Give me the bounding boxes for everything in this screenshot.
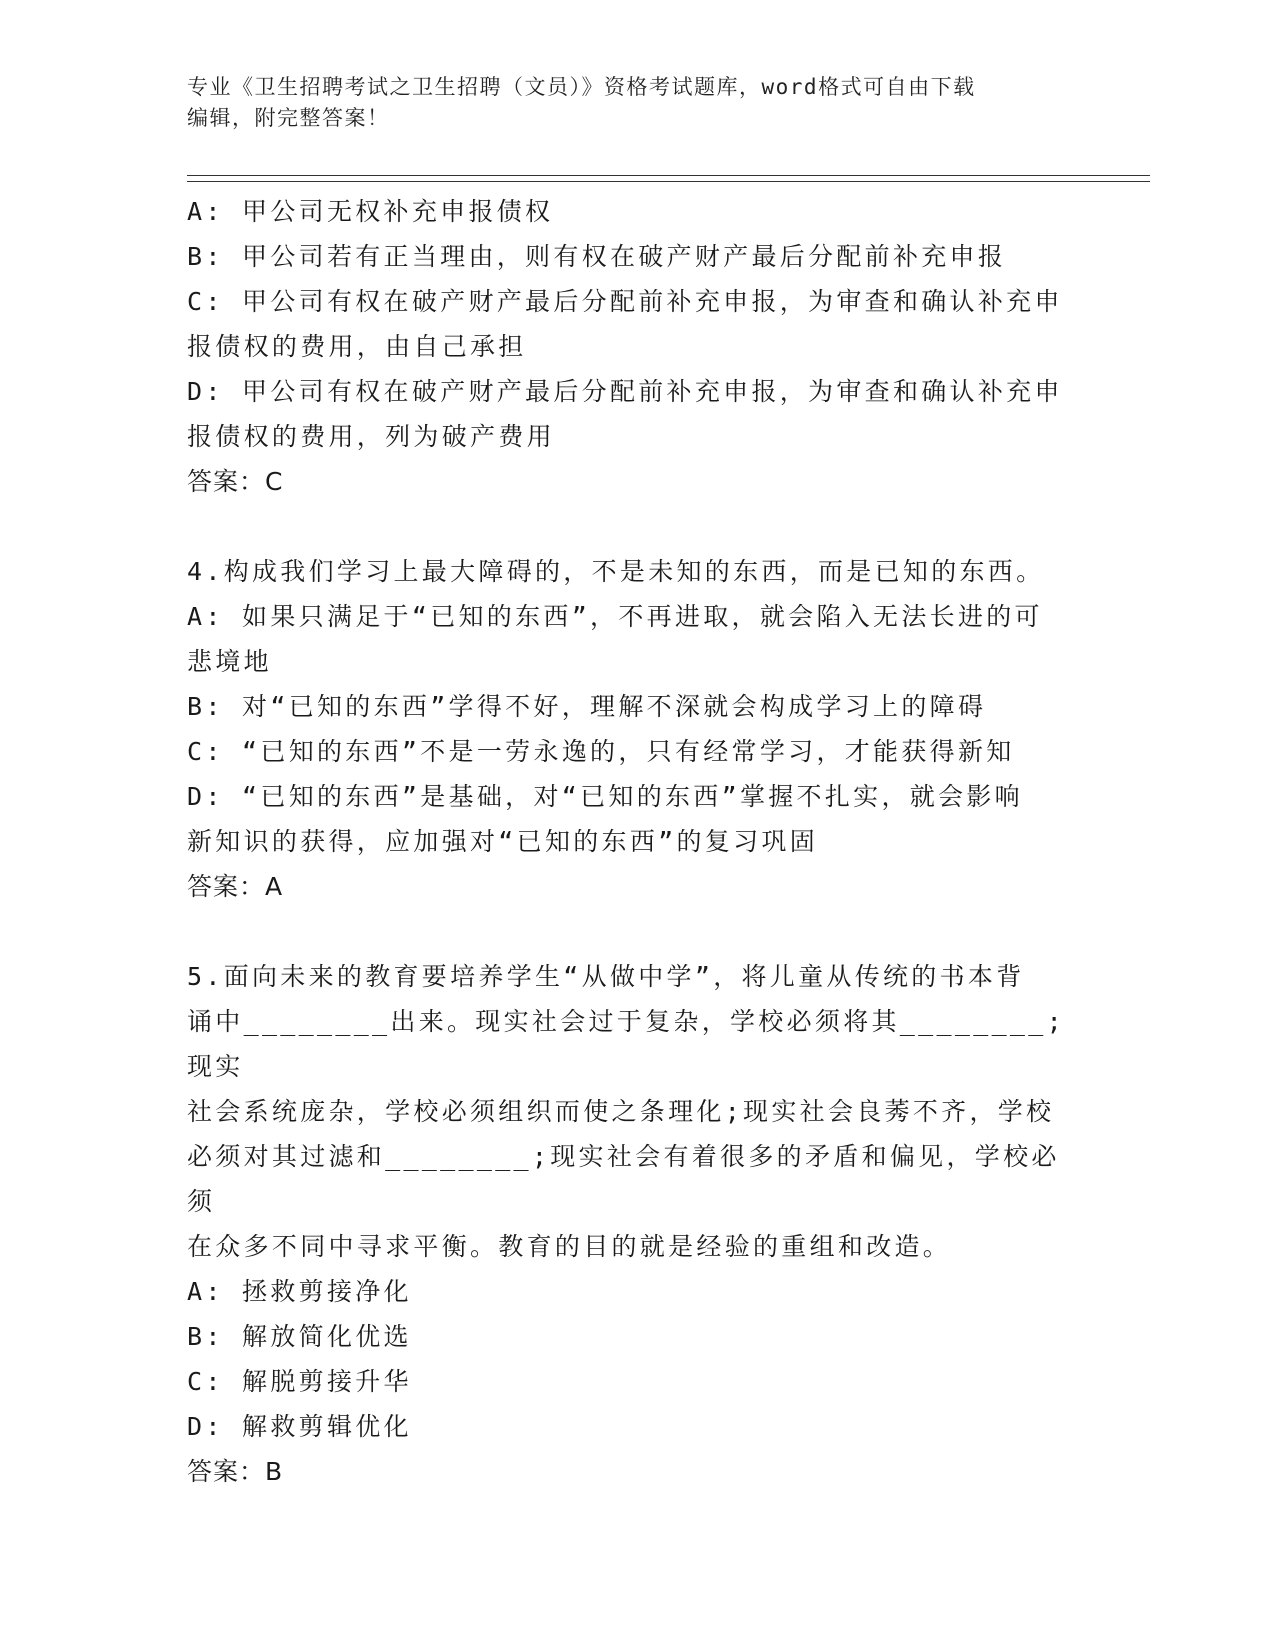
question-4 xyxy=(187,549,1087,909)
q3-option-d-line2: 报债权的费用，列为破产费用 xyxy=(187,422,555,451)
q3-option-c-line2: 报债权的费用，由自己承担 xyxy=(187,332,527,361)
q4-option-a-line2: 悲境地 xyxy=(187,647,272,676)
q4-option-c: C: “已知的东西”不是一劳永逸的，只有经常学习，才能获得新知 xyxy=(187,737,1015,766)
q5-option-a: A: 拯救剪接净化 xyxy=(187,1277,412,1306)
spacer xyxy=(187,504,1087,549)
q5-stem-line4: 必须对其过滤和________;现实社会有着很多的矛盾和偏见，学校必须 xyxy=(187,1142,1060,1216)
q4-stem: 4.构成我们学习上最大障碍的，不是未知的东西，而是已知的东西。 xyxy=(187,557,1045,586)
q4-option-d-line1: D: “已知的东西”是基础，对“已知的东西”掌握不扎实，就会影响 xyxy=(187,782,1023,811)
spacer xyxy=(187,909,1087,954)
q3-option-b: B: 甲公司若有正当理由，则有权在破产财产最后分配前补充申报 xyxy=(187,242,1007,271)
q5-stem-line5: 在众多不同中寻求平衡。教育的目的就是经验的重组和改造。 xyxy=(187,1232,952,1261)
q4-option-a-line1: A: 如果只满足于“已知的东西”，不再进取，就会陷入无法长进的可 xyxy=(187,602,1043,631)
question-3-options xyxy=(187,189,1087,504)
question-content xyxy=(187,189,1087,1494)
document-header xyxy=(187,72,1067,134)
q5-answer: 答案：B xyxy=(187,1457,284,1486)
q5-stem-line2: 诵中________出来。现实社会过于复杂，学校必须将其________;现实 xyxy=(187,1007,1065,1081)
header-divider-top xyxy=(187,175,1150,176)
q3-answer: 答案：C xyxy=(187,467,284,496)
q4-option-b: B: 对“已知的东西”学得不好，理解不深就会构成学习上的障碍 xyxy=(187,692,987,721)
q5-stem-line1: 5.面向未来的教育要培养学生“从做中学”，将儿童从传统的书本背 xyxy=(187,962,1025,991)
q5-stem-line3: 社会系统庞杂，学校必须组织而使之条理化;现实社会良莠不齐，学校 xyxy=(187,1097,1055,1126)
q5-option-d: D: 解救剪辑优化 xyxy=(187,1412,412,1441)
q5-option-c: C: 解脱剪接升华 xyxy=(187,1367,412,1396)
header-line-2: 编辑，附完整答案！ xyxy=(187,106,390,130)
q5-option-b: B: 解放简化优选 xyxy=(187,1322,412,1351)
question-5 xyxy=(187,954,1087,1494)
q3-option-d-line1: D: 甲公司有权在破产财产最后分配前补充申报，为审查和确认补充申 xyxy=(187,377,1063,406)
header-line-1: 专业《卫生招聘考试之卫生招聘（文员）》资格考试题库，word格式可自由下载 xyxy=(187,75,976,99)
q4-option-d-line2: 新知识的获得，应加强对“已知的东西”的复习巩固 xyxy=(187,827,819,856)
q3-option-c-line1: C: 甲公司有权在破产财产最后分配前补充申报，为审查和确认补充申 xyxy=(187,287,1063,316)
q4-answer: 答案：A xyxy=(187,872,284,901)
q3-option-a: A: 甲公司无权补充申报债权 xyxy=(187,197,554,226)
header-divider-bottom xyxy=(187,181,1150,182)
